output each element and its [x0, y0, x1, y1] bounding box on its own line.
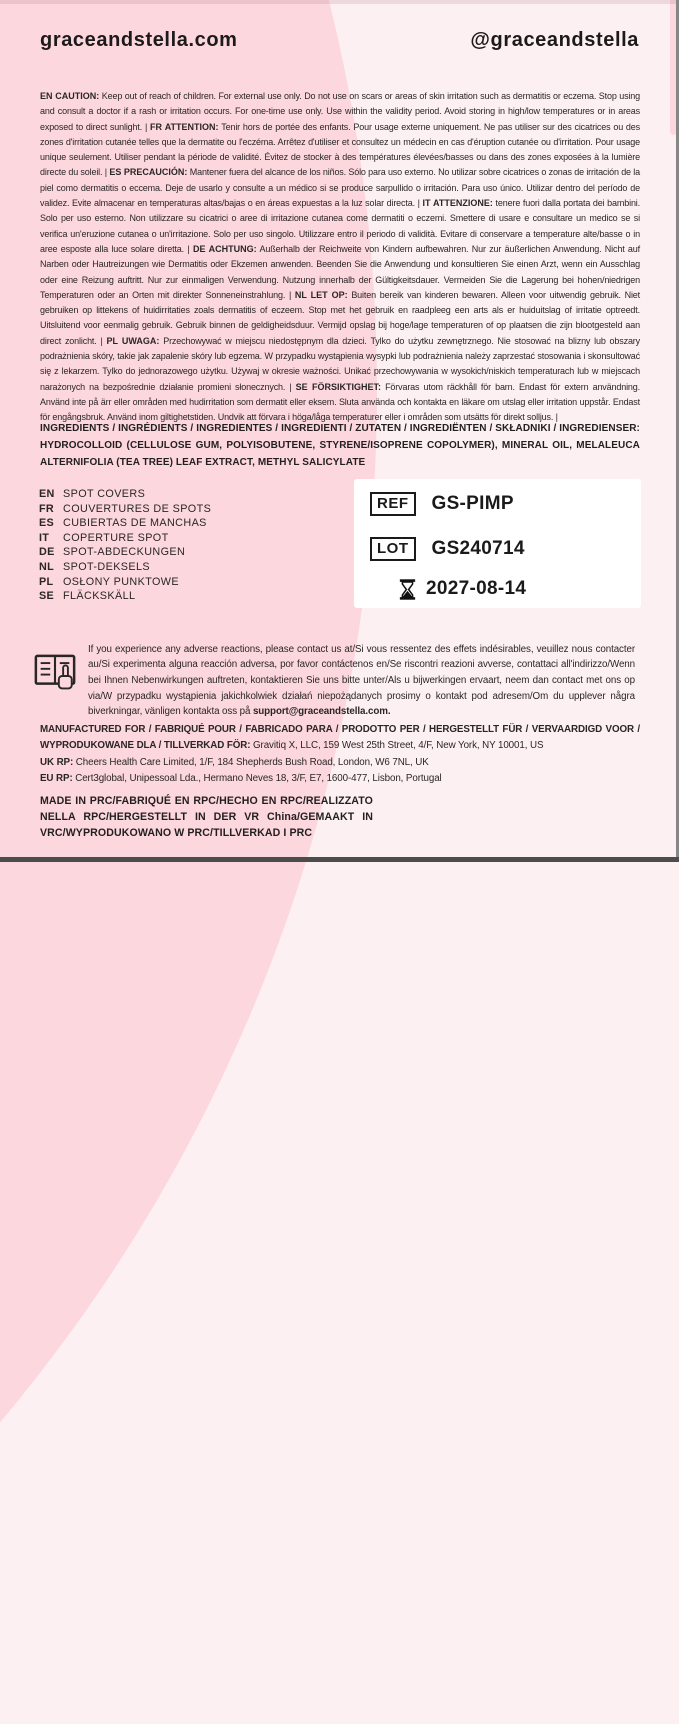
ingredients-heading: INGREDIENTS / INGRÉDIENTS / INGREDIENTES / INGREDIENTI / ZUTATEN / INGREDIËNTEN / SKŁADNIKI / INGREDIENSER: — [40, 423, 640, 434]
contact-body: If you experience any adverse reactions, please contact us at/Si vous ressentez des effets indésirables, veuillez nous contacter au/Si experimenta alguna reacción adversa, por favor contáctenos en/Se riscontri reazioni avverse, contattaci all'indirizzo/Wenn bei Ihnen Nebenwirkungen auftreten, kontaktieren Sie uns bitte unter/Als u bijwerkingen ervaart, neem dan contact met ons op via/W przypadku wystąpienia jakichkolwiek działań niepożądanych prosimy o kontakt pod adresem/Om du upplever några biverkningar, vänligen kontakta oss på — [88, 643, 635, 718]
ingredients-body: HYDROCOLLOID (CELLULOSE GUM, POLYISOBUTENE, STYRENE/ISOPRENE COPOLYMER), MINERAL OIL, MELALEUCA ALTERNIFOLIA (TEA TREE) LEAF EXTRACT, METHYL SALICYLATE — [40, 440, 640, 468]
product-name-list — [39, 487, 339, 604]
product-name: SPOT COVERS — [63, 488, 146, 500]
ref-lot-expiry-box — [354, 479, 641, 608]
header — [40, 29, 639, 52]
language-code: NL — [39, 560, 54, 573]
product-name: CUBIERTAS DE MANCHAS — [63, 517, 207, 530]
consult-instructions-icon — [33, 652, 77, 700]
product-name: SPOT-DEKSELS — [63, 560, 151, 573]
product-name: OSŁONY PUNKTOWE — [63, 575, 179, 588]
manufactured-for-line — [40, 722, 640, 755]
language-code: PL — [39, 575, 54, 588]
lot-row — [370, 537, 525, 561]
language-code: IT — [39, 531, 50, 544]
list-item — [39, 502, 339, 517]
product-name: FLÄCKSKÄLL — [63, 590, 136, 603]
list-item — [39, 589, 339, 604]
manufactured-for-address: Gravitiq X, LLC, 159 West 25th Street, 4/F, New York, NY 10001, US — [250, 740, 544, 752]
product-name: COPERTURE SPOT — [63, 531, 169, 544]
language-code: SE — [39, 590, 55, 603]
language-code: EN — [39, 488, 55, 500]
list-item — [39, 575, 339, 590]
made-in-line: VRC/WYPRODUKOWANO W PRC/TILLVERKAD I PRC — [40, 827, 313, 840]
lot-symbol: LOT — [370, 537, 416, 561]
ref-number: GS-PIMP — [431, 493, 514, 514]
caution-text: EN CAUTION: Keep out of reach of children. For external use only. Do not use on scars or areas of skin irritation such as dermatitis or eczema. Stop using and consult a doctor if a rash or irritation occurs. For one-time use only. Use within the validity period. Avoid storing in high/low temperatures or in areas exposed to direct sunlight. | FR ATTENTION: Tenir hors de portée des enfants. Pour usage externe uniquement. Ne pas utiliser sur des cicatrices ou des zones d'irritation cutanée telles que la dermatite ou l'eczéma. Arrêtez d'utiliser et consultez un médecin en cas d'éruption cutanée ou d'irritation. Pour usage unique seulement. Utiliser pendant la période de validité. Évitez de stocker à des températures élevées/basses ou dans des zones exposées à la lumière directe du soleil. | ES PRECAUCIÓN: Mantener fuera del alcance de los niños. Sólo para uso externo. No utilizar sobre cicatrices o zonas de irritación de la piel como dermatitis o eccema. Deje de usarlo y consulte a un médico si se produce sarpullido o irritación. Para uso único. Utilizar dentro del período de validez. Evite almacenar en temperaturas altas/bajas o en áreas expuestas a la luz solar directa. | IT ATTENZIONE: tenere fuori dalla portata dei bambini. Solo per uso esterno. Non utilizzare su cicatrici o aree di irritazione cutanea come dermatiti o eczemi. Smettere di usare e consultare un medico se si verifica un'eruzione cutanea o un'irritazione. Solo per uso singolo. Utilizzare entro il periodo di validità. Evitare di conservare a temperature alte/basse o in aree esposte alla luce solare diretta. | DE ACHTUNG: Außerhalb der Reichweite von Kindern aufbewahren. Nur zur äußerlichen Anwendung. Nicht auf Narben oder Hautreizungen wie Dermatitis oder Ekzemen anwenden. Beenden Sie die Anwendung und konsultieren Sie einen Arzt, wenn ein Ausschlag oder eine Reizung auftritt. Nur zur einmaligen Verwendung. Nutzung innerhalb der Gültigkeitsdauer. Vermeiden Sie die Lagerung bei hohen/niedrigen Temperaturen oder an Orten mit direkter Sonneneinstrahlung. | NL LET OP: Buiten bereik van kinderen bewaren. Alleen voor uitwendig gebruik. Niet gebruiken op littekens of huidirritaties zoals dermatitis of eczeem. Stop met het gebruik en raadpleeg een arts als er huiduitslag of irritatie optreedt. Uitsluitend voor eenmalig gebruik. Gebruik binnen de geldigheidsduur. Vermijd opslag bij hoge/lage temperaturen of op plaatsen die zijn blootgesteld aan direct zonlicht. | PL UWAGA: Przechowywać w miejscu niedostępnym dla dzieci. Tylko do użytku zewnętrznego. Nie stosować na blizny lub obszary podrażnienia skóry, takie jak zapalenie skóry lub egzema. W przypadku wystąpienia wysypki lub podrażnienia należy zaprzestać stosowania i skonsultować się z lekarzem. Tylko do jednorazowego użytku. Używaj w okresie ważności. Unikać przechowywania w wysokich/niskich temperaturach lub w miejscach narażonych na bezpośrednie działanie promieni słonecznych. | SE FÖRSIKTIGHET: Förvaras utom räckhåll för barn. Endast för extern användning. Använd inte på ärr eller områden med hudirritation som dermatit eller eksem. Sluta använda och kontakta en läkare om utslag eller irritation uppstår. Endast för engångsbruk. Använd inom giltighetstiden. Undvik att förvara i höga/låga temperaturer eller i områden som utsätts för direkt solljus. | — [40, 91, 641, 423]
manufacturer-section — [40, 722, 640, 787]
hourglass-icon — [399, 579, 416, 600]
made-in-line: NELLA RPC/HERGESTELLT IN DER VR China/GEMAAKT IN — [40, 811, 373, 824]
ingredients-section — [40, 420, 640, 471]
adverse-reactions-text — [88, 642, 635, 720]
list-item — [39, 545, 339, 560]
list-item — [39, 531, 339, 546]
uk-rp-line — [40, 755, 640, 771]
uk-rp-address: Cheers Health Care Limited, 1/F, 184 Shepherds Bush Road, London, W6 7NL, UK — [73, 756, 429, 768]
support-email: support@graceandstella.com. — [252, 706, 391, 718]
uk-rp-label: UK RP: — [40, 756, 74, 768]
manufactured-for-label: MANUFACTURED FOR / FABRIQUÉ POUR / FABRICADO PARA / PRODOTTO PER / HERGESTELLT FÜR / VERVAARDIGD VOOR / WYPRODUKOWANE DLA / TILLVERKAD FÖR: — [40, 724, 640, 752]
bottom-edge-line — [0, 857, 679, 862]
social-handle: @graceandstella — [470, 29, 639, 51]
eu-rp-address: Cert3global, Unipessoal Lda., Hermano Neves 18, 3/F, E7, 1600-477, Lisbon, Portugal — [72, 772, 442, 784]
expiry-row — [399, 578, 526, 600]
product-name: COUVERTURES DE SPOTS — [63, 502, 212, 515]
language-code: DE — [39, 546, 55, 559]
language-code: FR — [39, 502, 54, 515]
expiry-date: 2027-08-14 — [426, 578, 527, 599]
language-code: ES — [39, 517, 55, 530]
eu-rp-line — [40, 771, 640, 787]
made-in-section — [40, 793, 373, 842]
lot-number: GS240714 — [431, 538, 525, 559]
website-url: graceandstella.com — [40, 29, 238, 51]
top-edge-shade — [0, 0, 679, 4]
ref-symbol: REF — [370, 492, 416, 516]
list-item — [39, 560, 339, 575]
made-in-line: MADE IN PRC/FABRIQUÉ EN RPC/HECHO EN RPC/REALIZZATO — [40, 795, 373, 807]
list-item — [39, 516, 339, 531]
eu-rp-label: EU RP: — [40, 772, 73, 784]
product-name: SPOT-ABDECKUNGEN — [63, 546, 186, 559]
list-item — [39, 487, 339, 502]
ref-row — [370, 492, 514, 516]
